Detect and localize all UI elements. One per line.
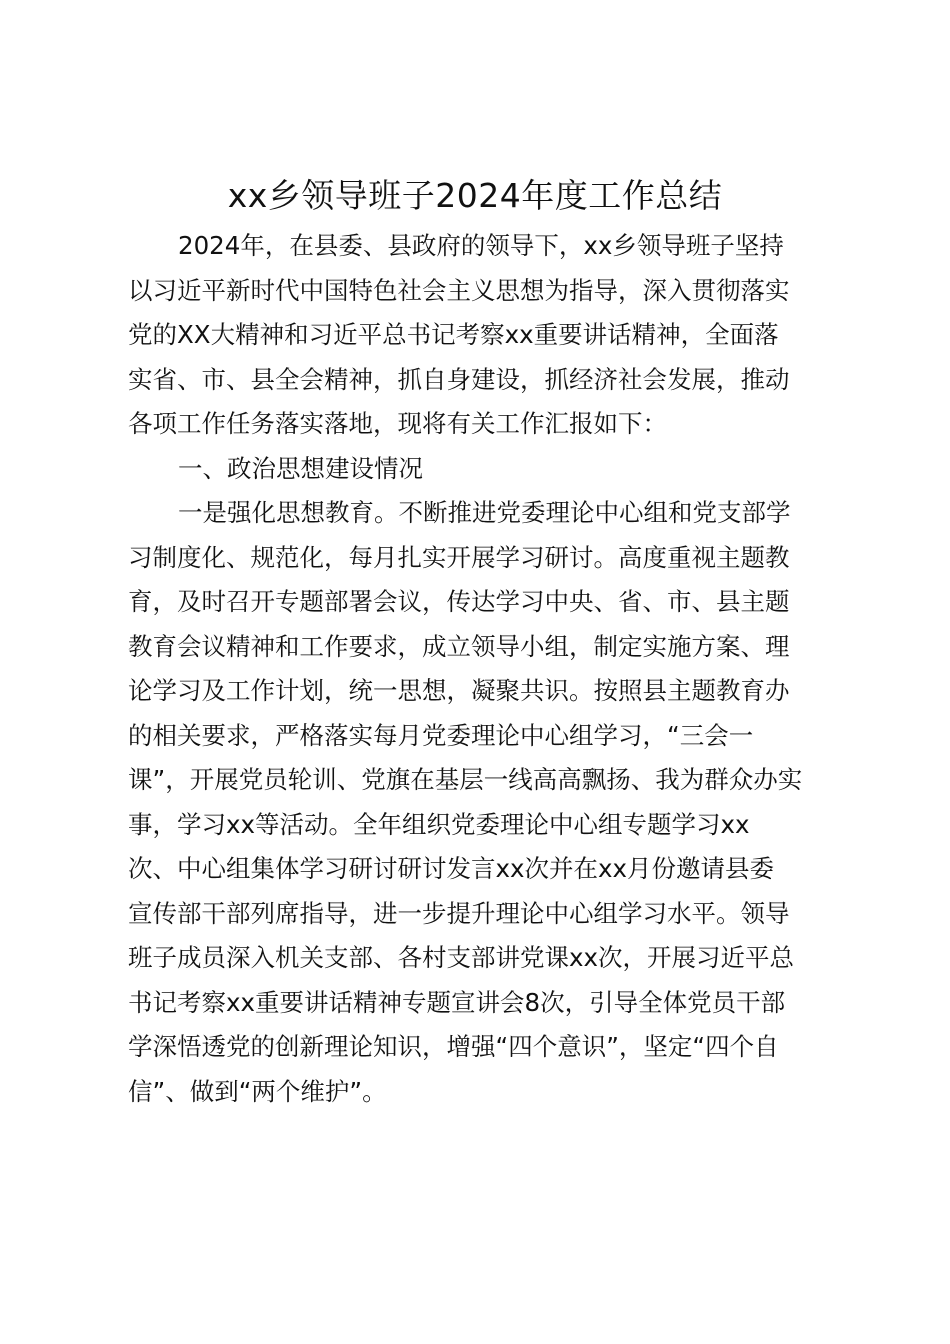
paragraph-line: 班子成员深入机关支部、各村支部讲党课xx次，开展习近平总 xyxy=(128,943,794,972)
paragraph-line: 教育会议精神和工作要求，成立领导小组，制定实施方案、理 xyxy=(128,631,790,661)
paragraph-line: 实省、市、县全会精神，抓自身建设，抓经济社会发展，推动 xyxy=(128,364,790,394)
paragraph-line: 以习近平新时代中国特色社会主义思想为指导，深入贯彻落实 xyxy=(128,275,790,305)
paragraph-line: 信”、做到“两个维护”。 xyxy=(128,1076,387,1106)
paragraph-line: 次、中心组集体学习研讨研讨发言xx次并在xx月份邀请县委 xyxy=(128,854,774,883)
paragraph-line: 习制度化、规范化，每月扎实开展学习研讨。高度重视主题教 xyxy=(128,542,790,572)
paragraph-line: 2024年，在县委、县政府的领导下，xx乡领导班子坚持 xyxy=(178,231,784,260)
paragraph-line: 各项工作任务落实落地，现将有关工作汇报如下： xyxy=(128,409,667,438)
paragraph-line: 宣传部干部列席指导，进一步提升理论中心组学习水平。领导 xyxy=(128,898,790,928)
paragraph-line: 课”，开展党员轮训、党旗在基层一线高高飘扬、我为群众办实 xyxy=(128,765,803,794)
document-body xyxy=(128,224,828,1114)
section-heading: 一、政治思想建设情况 xyxy=(178,453,423,483)
paragraph-line: 学深悟透党的创新理论知识，增强“四个意识”，坚定“四个自 xyxy=(128,1032,779,1061)
paragraph-line: 的相关要求，严格落实每月党委理论中心组学习，“三会一 xyxy=(128,720,754,750)
document-title: xx乡领导班子2024年度工作总结 xyxy=(227,176,723,215)
paragraph-line: 党的XX大精神和习近平总书记考察xx重要讲话精神，全面落 xyxy=(128,320,779,349)
paragraph-line: 事，学习xx等活动。全年组织党委理论中心组专题学习xx xyxy=(128,809,750,839)
paragraph-line: 书记考察xx重要讲话精神专题宣讲会8次，引导全体党员干部 xyxy=(128,987,786,1017)
paragraph-line: 一是强化思想教育。不断推进党委理论中心组和党支部学 xyxy=(178,498,791,527)
paragraph-line: 论学习及工作计划，统一思想，凝聚共识。按照县主题教育办 xyxy=(128,676,790,705)
paragraph-line: 育，及时召开专题部署会议，传达学习中央、省、市、县主题 xyxy=(128,587,790,616)
